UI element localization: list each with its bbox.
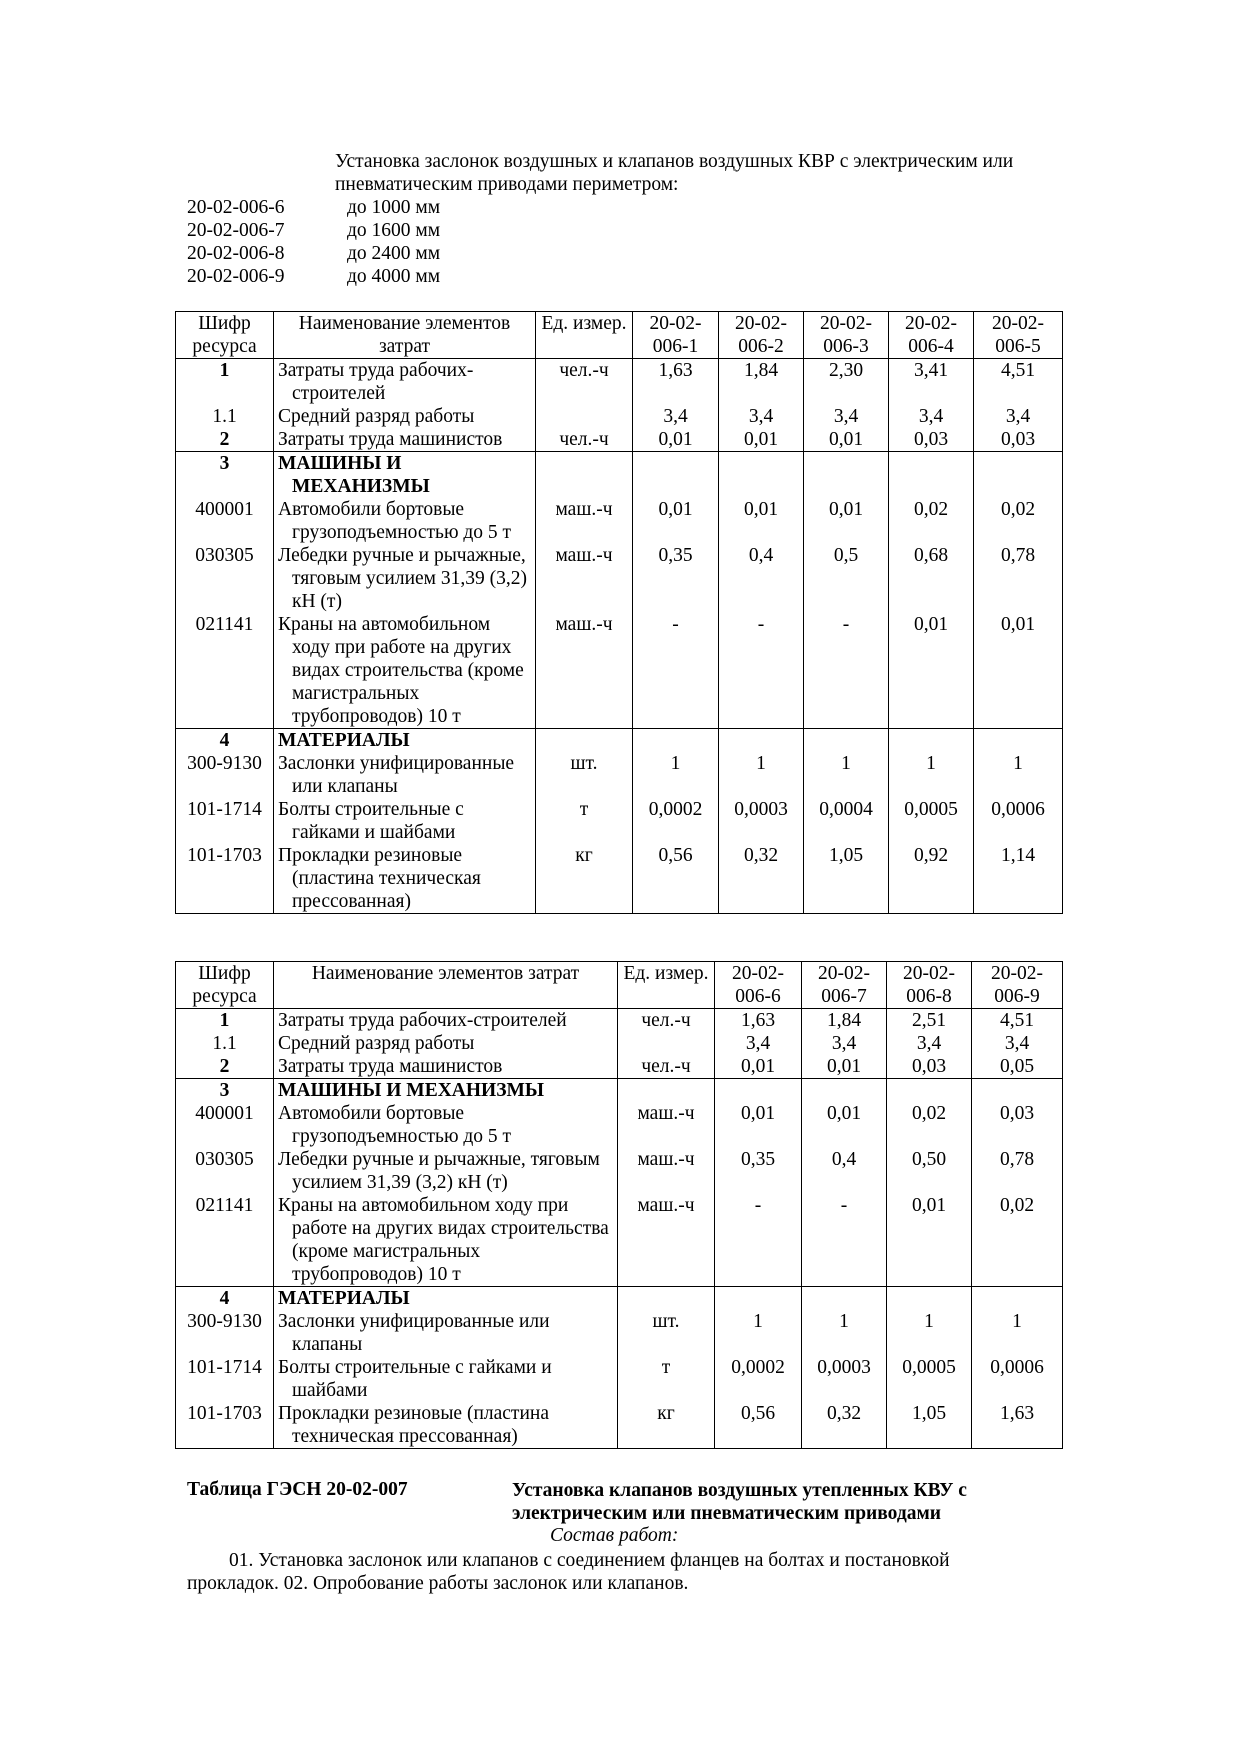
cell-value: 0,01 <box>715 1102 802 1148</box>
cell-value: 4,51 <box>974 359 1063 406</box>
table-row <box>176 452 1063 499</box>
cell-value <box>974 729 1063 753</box>
table-row <box>176 359 1063 406</box>
cell-value: 0,01 <box>719 498 804 544</box>
cell-value: 0,78 <box>972 1148 1063 1194</box>
variant-code: 20-02-006-6 <box>187 197 285 218</box>
cell-name-text: МАТЕРИАЛЫ <box>278 730 410 751</box>
cell-code: 101-1703 <box>176 844 274 914</box>
cell-value: 0,01 <box>719 428 804 452</box>
cell-unit: маш.-ч <box>536 613 633 729</box>
cell-unit: шт. <box>536 752 633 798</box>
cell-value: - <box>715 1194 802 1287</box>
cell-value: 0,01 <box>804 498 889 544</box>
cell-name-text: Затраты труда рабочих-строителей <box>278 1010 567 1031</box>
cell-value <box>889 729 974 753</box>
cell-name-text: Прокладки резиновые (пластина техническая прессованная) <box>278 845 481 912</box>
cell-value: 0,02 <box>887 1102 972 1148</box>
cell-name <box>274 1055 618 1079</box>
cell-value: 0,4 <box>719 544 804 613</box>
cell-value: 3,4 <box>804 405 889 428</box>
cell-value: 1 <box>974 752 1063 798</box>
cell-name-text: Краны на автомобильном ходу при работе на других видах строительства (кроме магистральных трубопроводов) 10 т <box>278 614 524 727</box>
table-row <box>176 752 1063 798</box>
cell-value: 3,4 <box>889 405 974 428</box>
cell-value: 1 <box>972 1310 1063 1356</box>
cell-name-text: Средний разряд работы <box>278 1033 475 1054</box>
variant-row <box>187 219 440 242</box>
cell-name-text: МАШИНЫ И МЕХАНИЗМЫ <box>278 453 430 497</box>
cell-code: 101-1714 <box>176 1356 274 1402</box>
table-row <box>176 405 1063 428</box>
cell-unit: маш.-ч <box>618 1102 715 1148</box>
cell-value: 0,0006 <box>972 1356 1063 1402</box>
cell-value: 0,56 <box>715 1402 802 1449</box>
cell-name <box>274 1102 618 1148</box>
cell-value: 0,02 <box>972 1194 1063 1287</box>
cell-value: 1,63 <box>633 359 719 406</box>
cell-name <box>274 359 536 406</box>
cell-value: 0,56 <box>633 844 719 914</box>
cell-value: 1 <box>889 752 974 798</box>
variant-row <box>187 265 440 288</box>
cell-value: 0,32 <box>802 1402 887 1449</box>
cell-code: 400001 <box>176 1102 274 1148</box>
cell-name <box>274 1194 618 1287</box>
cell-name-text: Болты строительные с гайками и шайбами <box>278 799 464 843</box>
cell-code: 3 <box>176 452 274 499</box>
cell-value: 0,01 <box>804 428 889 452</box>
cell-value: 0,03 <box>889 428 974 452</box>
cell-name <box>274 613 536 729</box>
header-col: 20-02-006-9 <box>972 962 1063 1009</box>
cell-name-text: Заслонки унифицированные или клапаны <box>278 1311 550 1355</box>
cell-unit <box>536 405 633 428</box>
cell-value <box>804 452 889 499</box>
table-row <box>176 544 1063 613</box>
cell-value <box>972 1287 1063 1311</box>
cell-unit: маш.-ч <box>618 1194 715 1287</box>
table-row <box>176 1032 1063 1055</box>
cell-value: 0,35 <box>715 1148 802 1194</box>
cell-code: 101-1703 <box>176 1402 274 1449</box>
cell-name <box>274 752 536 798</box>
table-row <box>176 428 1063 452</box>
cell-name <box>274 1079 618 1103</box>
cell-value: 0,0003 <box>719 798 804 844</box>
table-row <box>176 1009 1063 1033</box>
cell-value: 0,05 <box>972 1055 1063 1079</box>
header-col: 20-02-006-2 <box>719 312 804 359</box>
cell-value <box>887 1287 972 1311</box>
cell-value <box>804 729 889 753</box>
table-row <box>176 1148 1063 1194</box>
cell-name-text: Прокладки резиновые (пластина техническая прессованная) <box>278 1403 549 1447</box>
variant-code: 20-02-006-8 <box>187 243 285 264</box>
cell-value: 0,5 <box>804 544 889 613</box>
table-row <box>176 613 1063 729</box>
cell-name <box>274 1032 618 1055</box>
cell-value <box>715 1287 802 1311</box>
cell-value <box>719 729 804 753</box>
variant-desc: до 1000 мм <box>347 197 441 218</box>
header-col: 20-02-006-6 <box>715 962 802 1009</box>
cell-value: 0,01 <box>887 1194 972 1287</box>
cell-name <box>274 428 536 452</box>
cell-value: 0,0006 <box>974 798 1063 844</box>
cell-value: 0,0005 <box>887 1356 972 1402</box>
cell-name-text: Краны на автомобильном ходу при работе на других видах строительства (кроме магистральных трубопроводов) 10 т <box>278 1195 609 1285</box>
cell-code: 1.1 <box>176 1032 274 1055</box>
table-row <box>176 1055 1063 1079</box>
table-row <box>176 1102 1063 1148</box>
cell-unit: шт. <box>618 1310 715 1356</box>
cell-code: 021141 <box>176 613 274 729</box>
table-row <box>176 1079 1063 1103</box>
table-row <box>176 798 1063 844</box>
resource-table-1 <box>175 311 1063 914</box>
cell-name <box>274 405 536 428</box>
cell-unit: чел.-ч <box>536 359 633 406</box>
cell-name <box>274 544 536 613</box>
cell-code: 030305 <box>176 1148 274 1194</box>
table-header-row <box>176 962 1063 1009</box>
table-row <box>176 1194 1063 1287</box>
cell-value: 3,4 <box>972 1032 1063 1055</box>
cell-value: 1,05 <box>887 1402 972 1449</box>
cell-value: - <box>802 1194 887 1287</box>
cell-code: 030305 <box>176 544 274 613</box>
header-name: Наименование элементов затрат <box>274 962 618 1009</box>
cell-value: 0,0005 <box>889 798 974 844</box>
composition-heading: Состав работ: <box>550 1525 679 1546</box>
cell-value: 0,03 <box>974 428 1063 452</box>
cell-unit <box>618 1079 715 1103</box>
cell-name-text: Автомобили бортовые грузоподъемностью до 5 т <box>278 1103 512 1147</box>
variant-desc: до 2400 мм <box>347 243 441 264</box>
variant-code: 20-02-006-7 <box>187 220 285 241</box>
header-col: 20-02-006-5 <box>974 312 1063 359</box>
table-row <box>176 1310 1063 1356</box>
cell-value: 3,4 <box>802 1032 887 1055</box>
cell-unit: маш.-ч <box>536 498 633 544</box>
variant-row <box>187 196 440 219</box>
cell-value <box>633 452 719 499</box>
cell-value: 1 <box>887 1310 972 1356</box>
cell-value: 0,01 <box>802 1102 887 1148</box>
cell-name-text: Автомобили бортовые грузоподъемностью до 5 т <box>278 499 512 543</box>
cell-unit <box>536 729 633 753</box>
cell-code: 2 <box>176 428 274 452</box>
header-col: 20-02-006-7 <box>802 962 887 1009</box>
header-unit: Ед. измер. <box>618 962 715 1009</box>
cell-value: 0,92 <box>889 844 974 914</box>
cell-value: 0,01 <box>802 1055 887 1079</box>
cell-value: 1 <box>719 752 804 798</box>
intro-title: Установка заслонок воздушных и клапанов воздушных КВР с электрическим или пневматическим приводами периметром: <box>335 151 1014 195</box>
cell-value <box>887 1079 972 1103</box>
cell-name <box>274 1310 618 1356</box>
cell-code: 3 <box>176 1079 274 1103</box>
cell-value: 3,4 <box>887 1032 972 1055</box>
cell-unit: чел.-ч <box>618 1009 715 1033</box>
cell-unit: маш.-ч <box>618 1148 715 1194</box>
cell-value: 0,35 <box>633 544 719 613</box>
table-row <box>176 844 1063 914</box>
cell-value: 0,32 <box>719 844 804 914</box>
cell-code: 1 <box>176 1009 274 1033</box>
cell-value: 1,63 <box>972 1402 1063 1449</box>
header-code: Шифр ресурса <box>176 312 274 359</box>
cell-unit: т <box>618 1356 715 1402</box>
cell-unit <box>618 1032 715 1055</box>
cell-name <box>274 1009 618 1033</box>
cell-value: 3,4 <box>715 1032 802 1055</box>
cell-name-text: Затраты труда машинистов <box>278 429 503 450</box>
cell-value: 3,4 <box>719 405 804 428</box>
cell-name-text: МАТЕРИАЛЫ <box>278 1288 410 1309</box>
cell-code: 021141 <box>176 1194 274 1287</box>
cell-unit: чел.-ч <box>618 1055 715 1079</box>
table-header-row <box>176 312 1063 359</box>
cell-value: 0,4 <box>802 1148 887 1194</box>
cell-value: 1,14 <box>974 844 1063 914</box>
cell-value <box>972 1079 1063 1103</box>
cell-value <box>802 1287 887 1311</box>
cell-name <box>274 1148 618 1194</box>
cell-name-text: Затраты труда рабочих-строителей <box>278 360 474 404</box>
cell-value: 0,01 <box>715 1055 802 1079</box>
table-body <box>176 1009 1063 1449</box>
composition-text: 01. Установка заслонок или клапанов с соединением фланцев на болтах и постановкой прокладок. 02. Опробование работы заслонок или клапанов. <box>187 1550 950 1594</box>
cell-value: 0,02 <box>974 498 1063 544</box>
cell-name <box>274 729 536 753</box>
cell-value: 1,84 <box>719 359 804 406</box>
cell-value: 1 <box>802 1310 887 1356</box>
variant-desc: до 1600 мм <box>347 220 441 241</box>
cell-code: 4 <box>176 1287 274 1311</box>
cell-value: 0,78 <box>974 544 1063 613</box>
cell-value: 1,63 <box>715 1009 802 1033</box>
cell-value <box>802 1079 887 1103</box>
variant-row <box>187 242 440 265</box>
table-row <box>176 498 1063 544</box>
cell-value <box>633 729 719 753</box>
cell-value <box>974 452 1063 499</box>
next-table-title: Установка клапанов воздушных утепленных КВУ с электрическим или пневматическим приводами <box>512 1480 967 1524</box>
variant-code: 20-02-006-9 <box>187 266 285 287</box>
header-col: 20-02-006-3 <box>804 312 889 359</box>
cell-value: 0,0003 <box>802 1356 887 1402</box>
cell-value: 1 <box>633 752 719 798</box>
cell-value: 0,01 <box>633 498 719 544</box>
cell-name-text: Болты строительные с гайками и шайбами <box>278 1357 552 1401</box>
cell-value: 0,0002 <box>715 1356 802 1402</box>
header-col: 20-02-006-8 <box>887 962 972 1009</box>
cell-code: 2 <box>176 1055 274 1079</box>
cell-value: 0,01 <box>633 428 719 452</box>
table-row <box>176 729 1063 753</box>
variants-list <box>187 196 440 288</box>
cell-value: 0,0004 <box>804 798 889 844</box>
cell-name <box>274 1356 618 1402</box>
cell-value: 0,50 <box>887 1148 972 1194</box>
table-row <box>176 1402 1063 1449</box>
table-body <box>176 359 1063 914</box>
cell-name-text: Лебедки ручные и рычажные, тяговым усилием 31,39 (3,2) кН (т) <box>278 545 528 612</box>
cell-name-text: МАШИНЫ И МЕХАНИЗМЫ <box>278 1080 545 1101</box>
cell-unit: т <box>536 798 633 844</box>
variant-desc: до 4000 мм <box>347 266 441 287</box>
cell-value: 3,4 <box>633 405 719 428</box>
cell-unit <box>536 452 633 499</box>
cell-value: 0,0002 <box>633 798 719 844</box>
cell-code: 4 <box>176 729 274 753</box>
cell-name-text: Средний разряд работы <box>278 406 475 427</box>
cell-value: 0,01 <box>889 613 974 729</box>
cell-name-text: Заслонки унифицированные или клапаны <box>278 753 515 797</box>
cell-value: - <box>633 613 719 729</box>
cell-name <box>274 1287 618 1311</box>
cell-name <box>274 1402 618 1449</box>
cell-name-text: Затраты труда машинистов <box>278 1056 503 1077</box>
header-unit: Ед. измер. <box>536 312 633 359</box>
cell-unit: маш.-ч <box>536 544 633 613</box>
cell-code: 1.1 <box>176 405 274 428</box>
cell-code: 101-1714 <box>176 798 274 844</box>
cell-value: 3,4 <box>974 405 1063 428</box>
cell-value: 2,30 <box>804 359 889 406</box>
cell-name <box>274 798 536 844</box>
header-code: Шифр ресурса <box>176 962 274 1009</box>
cell-value: 1 <box>804 752 889 798</box>
cell-code: 400001 <box>176 498 274 544</box>
cell-value: 1,05 <box>804 844 889 914</box>
cell-unit <box>618 1287 715 1311</box>
cell-value: 0,03 <box>887 1055 972 1079</box>
cell-code: 300-9130 <box>176 1310 274 1356</box>
table-row <box>176 1287 1063 1311</box>
cell-value: 1 <box>715 1310 802 1356</box>
cell-value: 0,01 <box>974 613 1063 729</box>
cell-code: 300-9130 <box>176 752 274 798</box>
cell-name <box>274 498 536 544</box>
cell-value <box>715 1079 802 1103</box>
cell-value <box>719 452 804 499</box>
cell-value: 4,51 <box>972 1009 1063 1033</box>
cell-code: 1 <box>176 359 274 406</box>
header-col: 20-02-006-4 <box>889 312 974 359</box>
cell-value: 1,84 <box>802 1009 887 1033</box>
cell-value: 0,02 <box>889 498 974 544</box>
header-col: 20-02-006-1 <box>633 312 719 359</box>
cell-unit: чел.-ч <box>536 428 633 452</box>
cell-value: 2,51 <box>887 1009 972 1033</box>
cell-unit: кг <box>618 1402 715 1449</box>
header-name: Наименование элементов затрат <box>274 312 536 359</box>
cell-value: - <box>719 613 804 729</box>
table-row <box>176 1356 1063 1402</box>
cell-value: 3,41 <box>889 359 974 406</box>
next-table-label: Таблица ГЭСН 20-02-007 <box>187 1479 408 1500</box>
resource-table-2 <box>175 961 1063 1449</box>
cell-value: 0,03 <box>972 1102 1063 1148</box>
cell-value: 0,68 <box>889 544 974 613</box>
cell-value <box>889 452 974 499</box>
cell-value: - <box>804 613 889 729</box>
cell-name <box>274 452 536 499</box>
cell-name-text: Лебедки ручные и рычажные, тяговым усилием 31,39 (3,2) кН (т) <box>278 1149 600 1193</box>
cell-name <box>274 844 536 914</box>
cell-unit: кг <box>536 844 633 914</box>
